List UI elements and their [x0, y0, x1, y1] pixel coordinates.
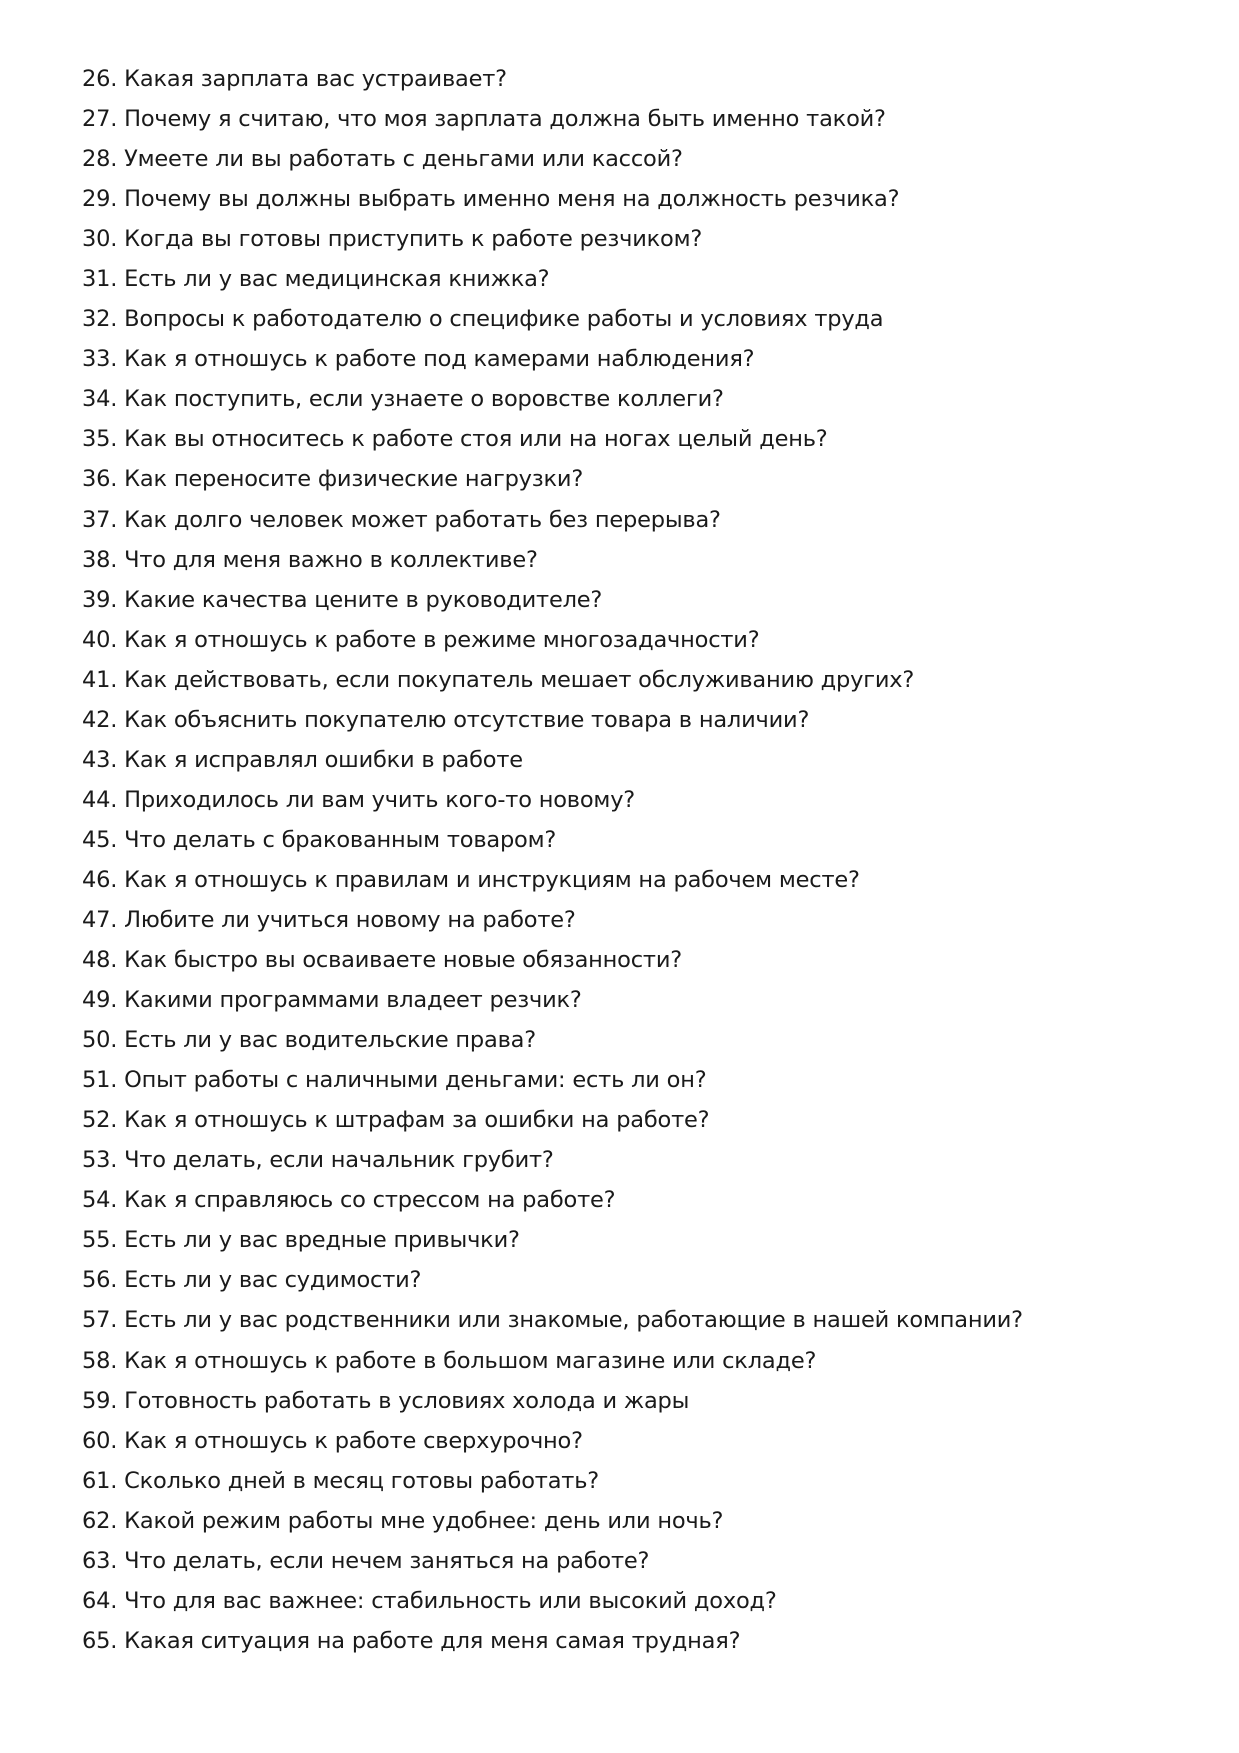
question-item: 59. Готовность работать в условиях холода и жары — [82, 1387, 690, 1414]
question-item: 57. Есть ли у вас родственники или знакомые, работающие в нашей компании? — [82, 1307, 1023, 1334]
question-item: 28. Умеете ли вы работать с деньгами или кассой? — [82, 146, 683, 173]
question-item: 64. Что для вас важнее: стабильность или высокий доход? — [82, 1587, 777, 1614]
question-item: 62. Какой режим работы мне удобнее: день или ночь? — [82, 1507, 724, 1534]
question-item: 61. Сколько дней в месяц готовы работать? — [82, 1467, 599, 1494]
question-item: 54. Как я справляюсь со стрессом на работе? — [82, 1187, 616, 1214]
question-item: 36. Как переносите физические нагрузки? — [82, 466, 584, 493]
question-item: 55. Есть ли у вас вредные привычки? — [82, 1227, 520, 1254]
question-item: 38. Что для меня важно в коллективе? — [82, 546, 538, 573]
question-item: 46. Как я отношусь к правилам и инструкциям на рабочем месте? — [82, 866, 860, 893]
question-item: 32. Вопросы к работодателю о специфике работы и условиях труда — [82, 306, 884, 333]
question-item: 58. Как я отношусь к работе в большом магазине или складе? — [82, 1347, 817, 1374]
question-item: 33. Как я отношусь к работе под камерами наблюдения? — [82, 346, 755, 373]
question-item: 31. Есть ли у вас медицинская книжка? — [82, 266, 550, 293]
question-item: 65. Какая ситуация на работе для меня самая трудная? — [82, 1627, 741, 1654]
question-item: 27. Почему я считаю, что моя зарплата должна быть именно такой? — [82, 106, 886, 133]
question-item: 30. Когда вы готовы приступить к работе резчиком? — [82, 226, 703, 253]
question-item: 39. Какие качества цените в руководителе? — [82, 586, 603, 613]
question-item: 40. Как я отношусь к работе в режиме многозадачности? — [82, 626, 760, 653]
question-item: 60. Как я отношусь к работе сверхурочно? — [82, 1427, 583, 1454]
question-item: 49. Какими программами владеет резчик? — [82, 987, 582, 1014]
question-item: 29. Почему вы должны выбрать именно меня на должность резчика? — [82, 186, 900, 213]
question-item: 63. Что делать, если нечем заняться на работе? — [82, 1547, 650, 1574]
question-item: 26. Какая зарплата вас устраивает? — [82, 66, 507, 92]
question-item: 53. Что делать, если начальник грубит? — [82, 1147, 554, 1174]
question-item: 44. Приходилось ли вам учить кого-то новому? — [82, 786, 636, 813]
question-item: 42. Как объяснить покупателю отсутствие товара в наличии? — [82, 706, 810, 733]
question-item: 47. Любите ли учиться новому на работе? — [82, 906, 576, 933]
question-item: 52. Как я отношусь к штрафам за ошибки на работе? — [82, 1107, 710, 1134]
question-item: 56. Есть ли у вас судимости? — [82, 1267, 422, 1294]
question-item: 41. Как действовать, если покупатель мешает обслуживанию других? — [82, 666, 915, 693]
question-item: 35. Как вы относитесь к работе стоя или на ногах целый день? — [82, 426, 828, 453]
question-item: 45. Что делать с бракованным товаром? — [82, 826, 557, 853]
question-item: 34. Как поступить, если узнаете о воровстве коллеги? — [82, 386, 724, 413]
question-list — [82, 59, 1162, 1661]
question-item: 37. Как долго человек может работать без перерыва? — [82, 506, 721, 533]
question-item: 43. Как я исправлял ошибки в работе — [82, 746, 523, 773]
question-item: 50. Есть ли у вас водительские права? — [82, 1027, 536, 1054]
question-item: 48. Как быстро вы осваиваете новые обязанности? — [82, 947, 682, 974]
question-item: 51. Опыт работы с наличными деньгами: есть ли он? — [82, 1067, 707, 1094]
